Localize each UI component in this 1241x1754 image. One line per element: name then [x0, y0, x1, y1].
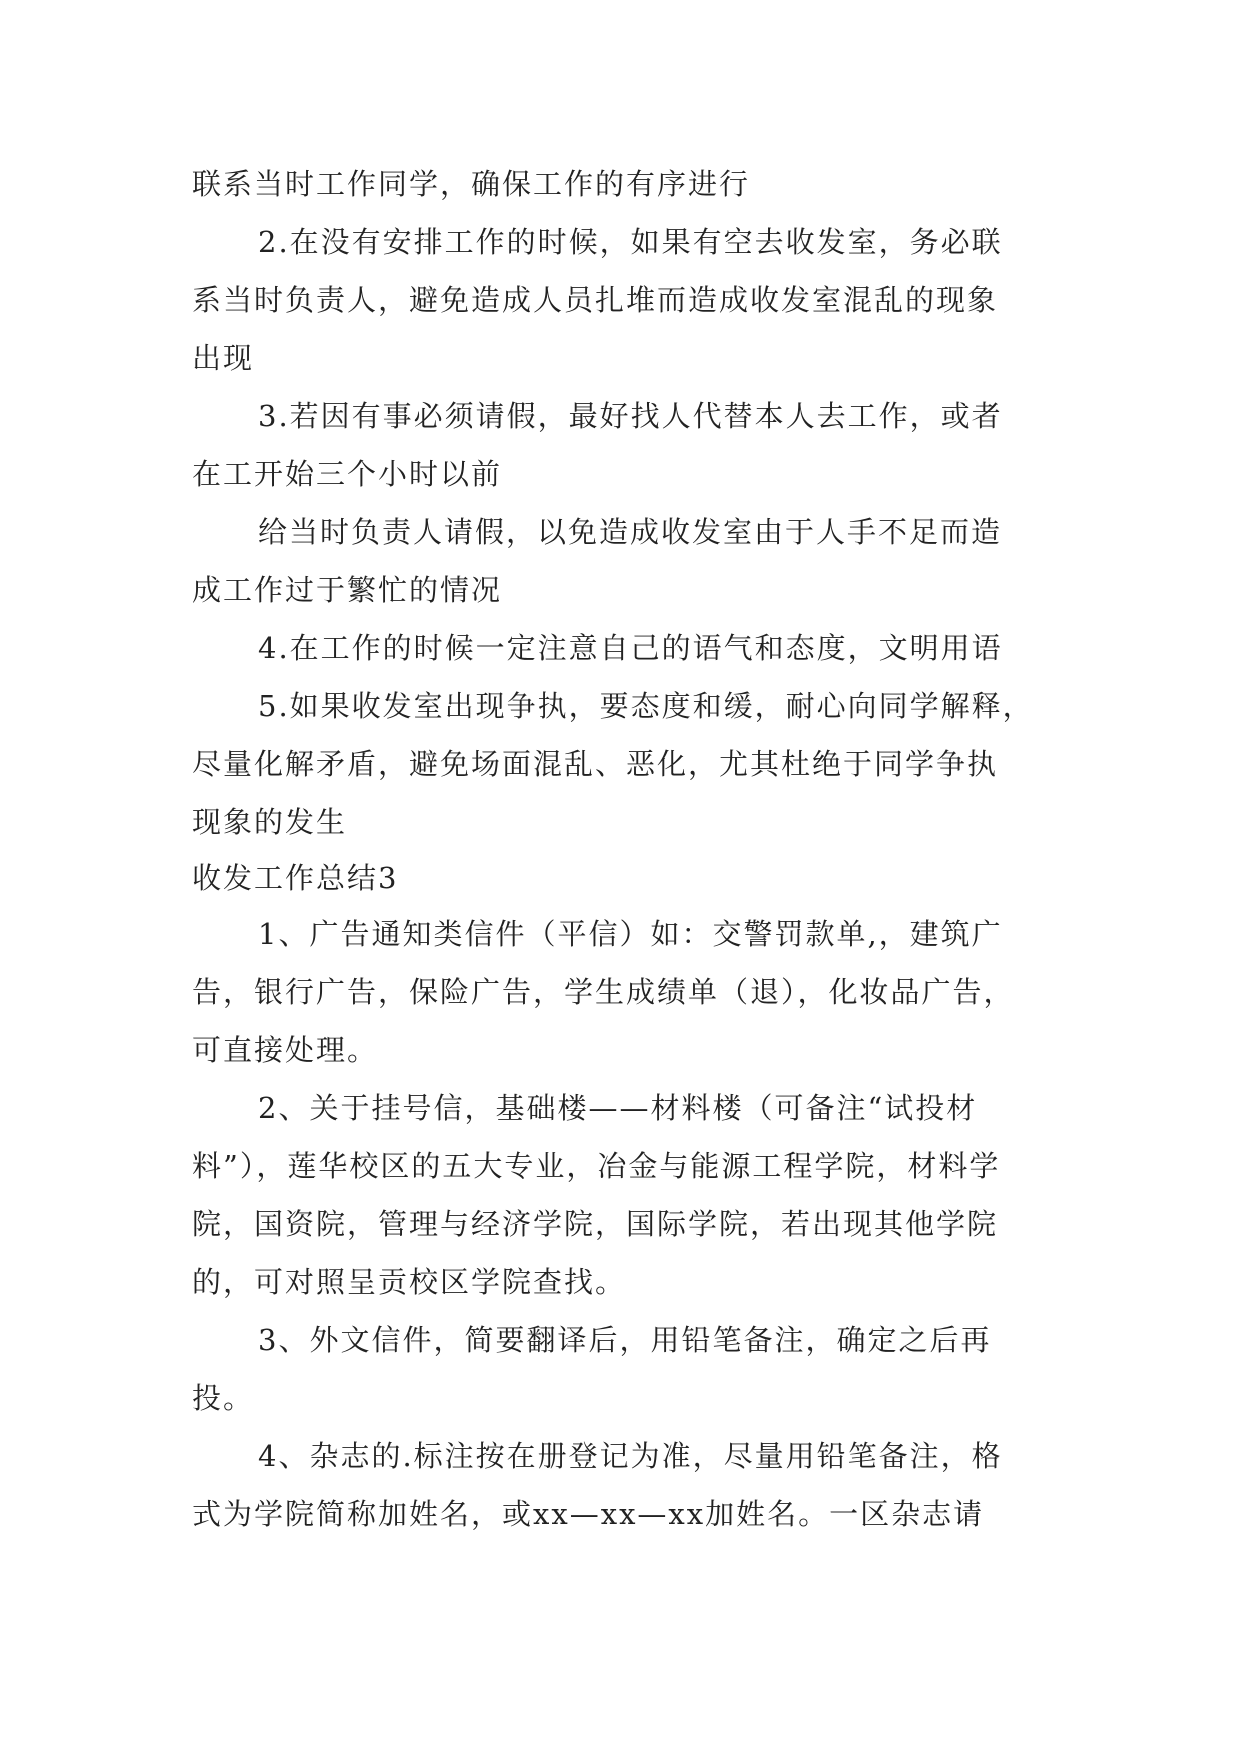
text-line: 3、外文信件，简要翻译后，用铅笔备注，确定之后再	[258, 1323, 992, 1357]
section-heading: 收发工作总结3	[192, 861, 399, 895]
text-line: 现象的发生	[192, 805, 348, 839]
text-line: 在工开始三个小时以前	[192, 457, 503, 491]
text-line: 1、广告通知类信件（平信）如：交警罚款单,，建筑广	[258, 917, 1003, 951]
text-line: 2.在没有安排工作的时候，如果有空去收发室，务必联	[258, 225, 1003, 259]
text-line: 式为学院简称加姓名，或xx—xx—xx加姓名。一区杂志请	[192, 1497, 985, 1531]
text-line: 料”），莲华校区的五大专业，冶金与能源工程学院，材料学	[192, 1149, 1001, 1183]
text-line: 可直接处理。	[192, 1033, 379, 1067]
text-line: 4、杂志的.标注按在册登记为准，尽量用铅笔备注，格	[258, 1439, 1003, 1473]
text-line: 联系当时工作同学，确保工作的有序进行	[192, 167, 751, 201]
text-line: 出现	[192, 341, 255, 375]
text-line: 投。	[192, 1381, 255, 1415]
text-line: 给当时负责人请假，以免造成收发室由于人手不足而造	[258, 515, 1003, 549]
text-line: 的，可对照呈贡校区学院查找。	[192, 1265, 627, 1299]
text-line: 2、关于挂号信，基础楼——材料楼（可备注“试投材	[258, 1091, 978, 1125]
text-line: 3.若因有事必须请假，最好找人代替本人去工作，或者	[258, 399, 1003, 433]
text-line: 尽量化解矛盾，避免场面混乱、恶化，尤其杜绝于同学争执	[192, 747, 999, 781]
text-line: 告，银行广告，保险广告，学生成绩单（退），化妆品广告，	[192, 975, 1015, 1009]
text-line: 院，国资院，管理与经济学院，国际学院，若出现其他学院	[192, 1207, 999, 1241]
document-page	[192, 155, 1052, 1543]
text-line: 5.如果收发室出现争执，要态度和缓，耐心向同学解释，	[258, 689, 1034, 723]
text-line: 4.在工作的时候一定注意自己的语气和态度，文明用语	[258, 631, 1003, 665]
text-line: 系当时负责人，避免造成人员扎堆而造成收发室混乱的现象	[192, 283, 999, 317]
text-line: 成工作过于繁忙的情况	[192, 573, 503, 607]
